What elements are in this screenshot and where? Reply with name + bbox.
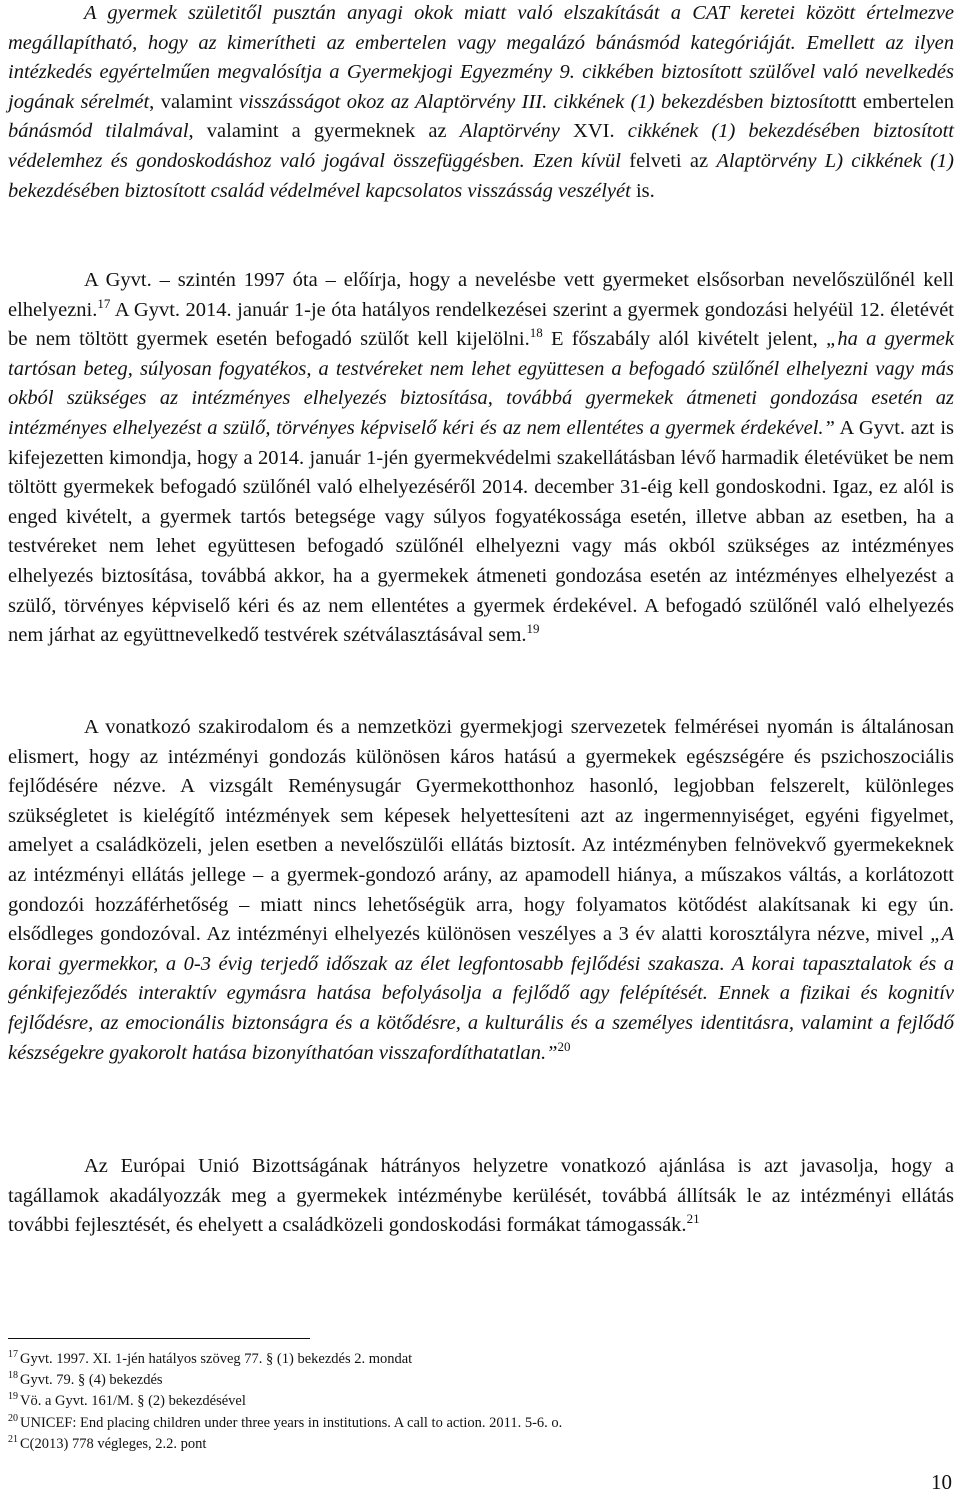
footnote-ref: 21 xyxy=(686,1211,700,1227)
text-run: felveti az xyxy=(620,149,717,172)
text-run: , valamint a gyermeknek az xyxy=(188,120,460,143)
italic-text-run: bánásmód tilalmával xyxy=(8,120,189,143)
text-run: E főszabály alól kivételt jelent, xyxy=(542,328,826,351)
paragraph-1 xyxy=(8,0,954,206)
footnote-18: $^{18}$ Gyvt. 79. § (4) bekezdés xyxy=(8,1370,163,1389)
text-run: A Gyvt. 2014. január 1-je óta hatályos rendelkezései szerint a gyermek gondozási helyéül 12. életévét be nem töltött gyermek esetén befogadó szülőt kell kijelölni. xyxy=(8,298,954,351)
footnote-21: $^{21}$ C(2013) 778 végleges, 2.2. pont xyxy=(8,1433,207,1452)
footnote-ref: 17 xyxy=(97,295,111,311)
text-run: A vonatkozó szakirodalom és a nemzetközi gyermekjogi szervezetek felmérései nyomán is általánosan elismert, hogy az intézményi gondozás különösen káros hatású a gyermekek egészségére és pszichoszociális fejlődésére nézve. A vizsgált Reménysugár Gyermekotthonhoz hasonló, legjobban felszerelt, különleges szükségletet is kielégítő intézmények sem képesek helyettesíteni azt az ingermennyiséget, egyéni figyelmet, amelyet a családközeli, jelen esetben a nevelőszülői ellátás biztosít. Az intézményben felnövekvő gyermekeknek az intézményi ellátás jellege – a gyermek-gondozó arány, az apamodell hiánya, a műszakos váltás, a korlátozott gondozói hozzáférhetőség – miatt nincs lehetőségük arra, hogy folyamatos kötődést alakítsanak ki egy ún. elsődleges gondozóval. Az intézményi elhelyezés különösen veszélyes a 3 év alatti korosztályra nézve, mivel xyxy=(8,716,954,946)
footnote-19: $^{19}$ Vö. a Gyvt. 161/M. § (2) bekezdésével xyxy=(8,1391,246,1410)
italic-text-run: cikkének (1) bekezdésében biztosított védelemhez és gondoskodáshoz való jogával összefüggésben. Ezen kívül xyxy=(8,120,954,172)
paragraph-2 xyxy=(8,266,954,651)
footnote-ref: 20 xyxy=(557,1038,571,1054)
text-run: A Gyvt. – szintén 1997 óta – előírja, hogy a nevelésbe vett gyermeket elsősorban nevelőszülőnél kell elhelyezni. xyxy=(8,269,954,321)
footnote-17: $^{17}$ Gyvt. 1997. XI. 1-jén hatályos szöveg 77. § (1) bekezdés 2. mondat xyxy=(8,1349,413,1367)
italic-text-run: „A korai gyermekkor, a 0-3 évig terjedő időszak az élet legfontosabb fejlődési szakasza. A korai tapasztalatok és a génkifejeződés interaktív egymásra hatása befolyásolja a fejlődő agy felépítését. Ennek a fizikai és kognitív fejlődésre, az emocionális biztonságra és a kötődésre, a kulturális és a személyes identitásra, valamint a fejlődő készségekre gyakorolt hatása bizonyíthatóan visszafordíthatatlan.” xyxy=(8,923,954,1064)
text-run: A Gyvt. azt is kifejezetten kimondja, hogy a 2014. január 1-jén gyermekvédelmi szakellátásban lévő harmadik életévüket be nem töltött gyermekek befogadó szülőnél való elhelyezéséről 2014. december 31-éig kell gondoskodni. Igaz, ez alól is enged kivételt, a gyermek tartós betegsége vagy súlyos fogyatékossága esetén, illetve abban az esetben, ha a testvéreket nem lehet együttesen befogadó szülőnél elhelyezni vagy más okból szükséges az intézményes elhelyezés biztosítása, továbbá akkor, ha a gyermekek átmeneti gondozása esetén az intézményes elhelyezést a szülő, törvényes képviselő kéri és az nem ellentétes a gyermek érdekével. A befogadó szülőnél való elhelyezés nem járhat az együttnevelkedő testvérek szétválasztásával sem. xyxy=(8,416,955,647)
italic-text-run: A gyermek születitől pusztán anyagi okok miatt való elszakítását a CAT keretei között értelmezve megállapítható, hogy az kimerítheti az embertelen vagy megalázó bánásmód kategóriáját. Emellett az ilyen intézkedés egyértelműen megvalósítja a Gyermekjogi Egyezmény 9. cikkében biztosított szülővel való nevelkedés jogának sérelmét xyxy=(8,2,954,113)
italic-text-run: visszásságot okoz az Alaptörvény III. cikkének (1) bekezdésben biztosított xyxy=(238,90,851,113)
text-run: XVI. xyxy=(573,120,628,143)
paragraph-3 xyxy=(8,713,954,1068)
text-run: is. xyxy=(630,179,655,202)
text-run: t embertelen xyxy=(850,90,954,113)
page-number: 10 xyxy=(931,1470,952,1494)
italic-text-run: Alaptörvény xyxy=(459,120,574,143)
footnote-ref: 18 xyxy=(529,325,543,341)
italic-text-run: „ha a gyermek tartósan beteg, súlyosan fogyatékos, a testvéreket nem lehet együttesen a befogadó szülőnél elhelyezni vagy más okból szükséges az intézményes elhelyezés biztosítása, továbbá gyermekek átmeneti gondozása esetén az intézményes elhelyezést a szülő, törvényes képviselő kéri és az nem ellentétes a gyermek érdekével.” xyxy=(8,328,954,439)
footnotes xyxy=(8,1349,948,1455)
italic-text-run: Alaptörvény L) cikkének (1) bekezdésében biztosított család védelmével kapcsolatos visszásság veszélyét xyxy=(8,149,955,202)
text-run: , valamint xyxy=(149,90,239,113)
footnote-ref: 19 xyxy=(526,621,540,637)
footnote-20: $^{20}$ UNICEF: End placing children under three years in institutions. A call to action. 2011. 5-6. o. xyxy=(8,1412,563,1431)
paragraph-4 xyxy=(8,1152,954,1241)
footnote-separator xyxy=(8,1338,310,1339)
text-run: Az Európai Unió Bizottságának hátrányos helyzetre vonatkozó ajánlása is azt javasolja, hogy a tagállamok akadályozzák meg a gyermekek intézménybe kerülését, továbbá állítsák le az intézményi ellátás további fejlesztését, és ehelyett a családközeli gondoskodási formákat támogassák. xyxy=(8,1155,954,1237)
